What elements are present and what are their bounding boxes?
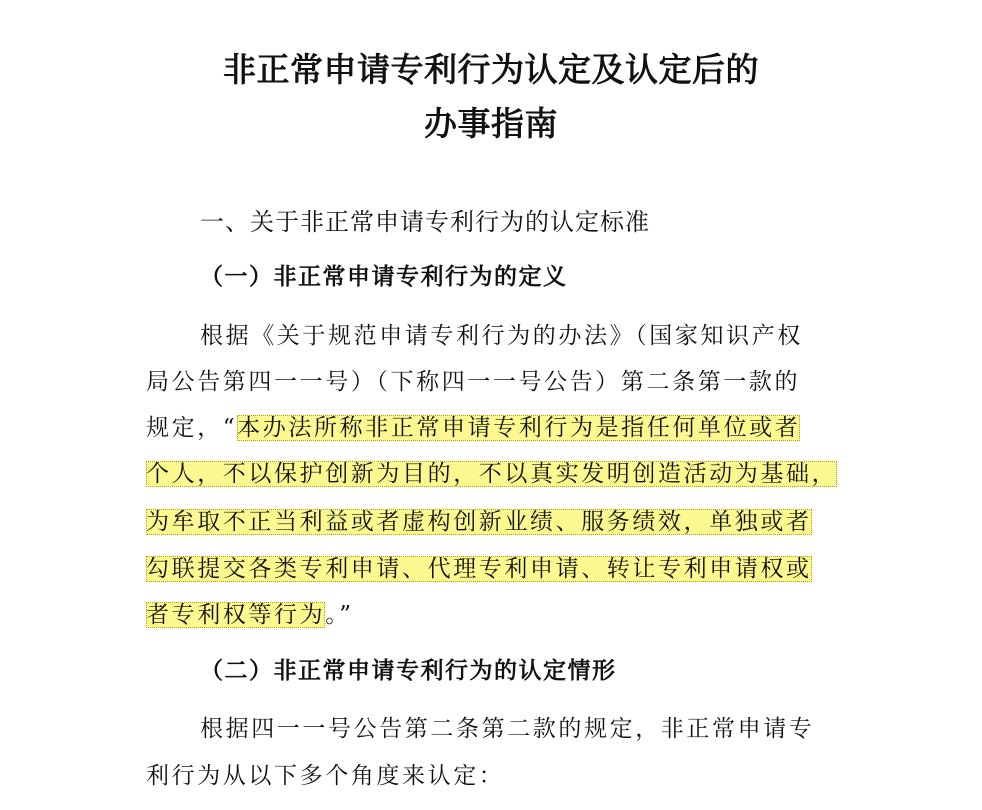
subsection-2-heading: （二）非正常申请专利行为的认定情形 <box>200 658 617 684</box>
subsection-1-heading: （一）非正常申请专利行为的定义 <box>200 264 568 290</box>
section-1-heading: 一、关于非正常申请专利行为的认定标准 <box>200 208 650 236</box>
paragraph-line <box>146 551 812 587</box>
highlighted-quote: 者专利权等行为 <box>146 602 326 628</box>
paragraph-line <box>146 597 354 633</box>
document-title-line-1: 非正常申请专利行为认定及认定后的 <box>223 50 759 89</box>
highlighted-quote: 本办法所称非正常申请专利行为是指任何单位或者 <box>237 415 801 441</box>
paragraph-text: 规定，“ <box>146 415 238 441</box>
paragraph-line <box>146 410 800 446</box>
paragraph-line: 局公告第四一一号）（下称四一一号公告）第二条第一款的 <box>146 369 801 395</box>
highlighted-quote: 勾联提交各类专利申请、代理专利申请、转让专利申请权或 <box>146 556 812 582</box>
document-title-line-2: 办事指南 <box>424 104 558 143</box>
paragraph-line <box>146 456 837 492</box>
paragraph-line: 利行为从以下多个角度来认定： <box>146 763 505 789</box>
paragraph-line: 根据《关于规范申请专利行为的办法》（国家知识产权 <box>200 323 803 349</box>
paragraph-text: 。” <box>325 602 354 628</box>
highlighted-quote: 个人，不以保护创新为目的，不以真实发明创造活动为基础， <box>146 461 838 487</box>
highlighted-quote: 为牟取不正当利益或者虚构创新业绩、服务绩效，单独或者 <box>146 509 812 535</box>
paragraph-line <box>146 504 812 540</box>
paragraph-line: 根据四一一号公告第二条第二款的规定，非正常申请专 <box>200 716 815 742</box>
